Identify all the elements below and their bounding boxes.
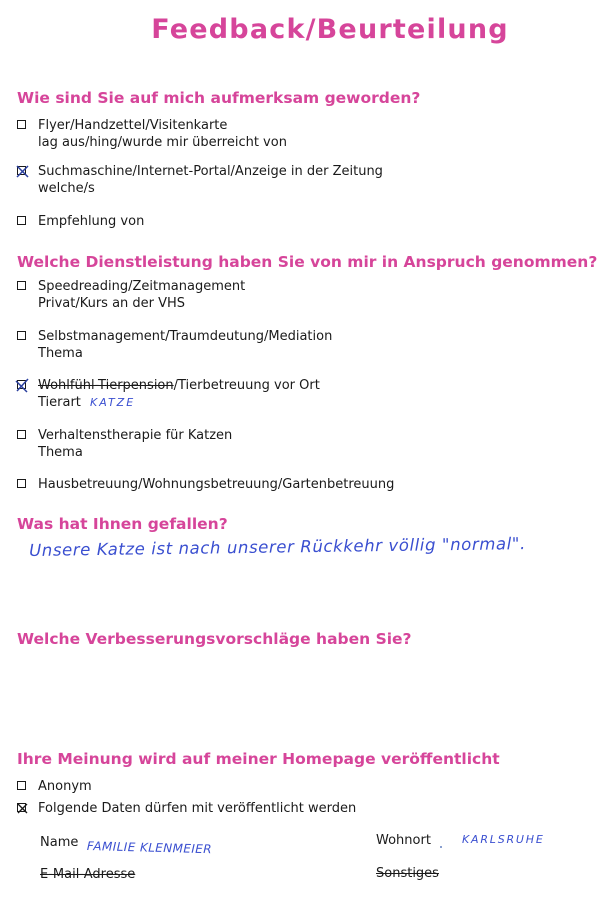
wohnort-label: Wohnort [376, 833, 431, 848]
name-label: Name [40, 835, 79, 850]
name-value[interactable]: FAMILIE KLENMEIER [86, 839, 213, 857]
option-selfmanagement-sublabel: Thema [38, 346, 83, 361]
checkbox-house-care[interactable] [17, 479, 26, 488]
wohnort-value[interactable]: KARLSRUHE [462, 833, 545, 846]
question-source-heading: Wie sind Sie auf mich aufmerksam geworden? [17, 89, 421, 107]
sonstiges-label: Sonstiges [376, 866, 439, 881]
option-pet-care-label [38, 377, 320, 394]
question-improvements-heading: Welche Verbesserungsvorschläge haben Sie? [17, 630, 412, 648]
checkbox-publish-data[interactable] [17, 803, 26, 812]
publish-heading: Ihre Meinung wird auf meiner Homepage veröffentlicht [17, 750, 500, 768]
option-anonymous-label: Anonym [38, 779, 92, 794]
checkbox-selfmanagement[interactable] [17, 331, 26, 340]
option-pet-care-sublabel: Tierart [38, 395, 81, 410]
page-title: Feedback/Beurteilung [151, 14, 509, 45]
checkmark-x-icon [16, 165, 29, 178]
pet-type-value[interactable]: KATZE [90, 396, 136, 409]
option-publish-data-label: Folgende Daten dürfen mit veröffentlicht werden [38, 801, 357, 816]
option-search-engine-sublabel: welche/s [38, 181, 95, 196]
option-behavior-therapy-sublabel: Thema [38, 445, 83, 460]
checkbox-behavior-therapy[interactable] [17, 430, 26, 439]
checkbox-pet-care[interactable] [17, 380, 26, 389]
option-search-engine-label: Suchmaschine/Internet-Portal/Anzeige in der Zeitung [38, 164, 383, 179]
checkbox-speedreading[interactable] [17, 281, 26, 290]
option-speedreading-sublabel: Privat/Kurs an der VHS [38, 296, 186, 311]
option-flyer-label: Flyer/Handzettel/Visitenkarte [38, 118, 228, 133]
checkbox-search-engine[interactable] [17, 166, 26, 175]
option-pet-care-struck: Wohlfühl-Tierpension [38, 378, 174, 393]
checkbox-flyer[interactable] [17, 120, 26, 129]
checkmark-x-icon [16, 802, 29, 815]
checkmark-x-icon [16, 379, 29, 393]
option-behavior-therapy-label: Verhaltenstherapie für Katzen [38, 428, 233, 443]
liked-answer[interactable]: Unsere Katze ist nach unserer Rückkehr völlig "normal". [29, 534, 527, 560]
email-label: E-Mail-Adresse [40, 867, 136, 882]
option-speedreading-label: Speedreading/Zeitmanagement [38, 279, 246, 294]
checkbox-anonymous[interactable] [17, 781, 26, 790]
option-pet-care-rest: /Tierbetreuung vor Ort [173, 378, 320, 393]
question-service-heading: Welche Dienstleistung haben Sie von mir in Anspruch genommen? [17, 253, 598, 271]
option-recommendation-label: Empfehlung von [38, 214, 145, 229]
option-selfmanagement-label: Selbstmanagement/Traumdeutung/Mediation [38, 329, 333, 344]
checkbox-recommendation[interactable] [17, 216, 26, 225]
option-house-care-label: Hausbetreuung/Wohnungsbetreuung/Gartenbetreuung [38, 477, 395, 492]
option-flyer-sublabel: lag aus/hing/wurde mir überreicht von [38, 135, 287, 150]
separator-dot [440, 846, 442, 848]
question-liked-heading: Was hat Ihnen gefallen? [17, 515, 228, 533]
